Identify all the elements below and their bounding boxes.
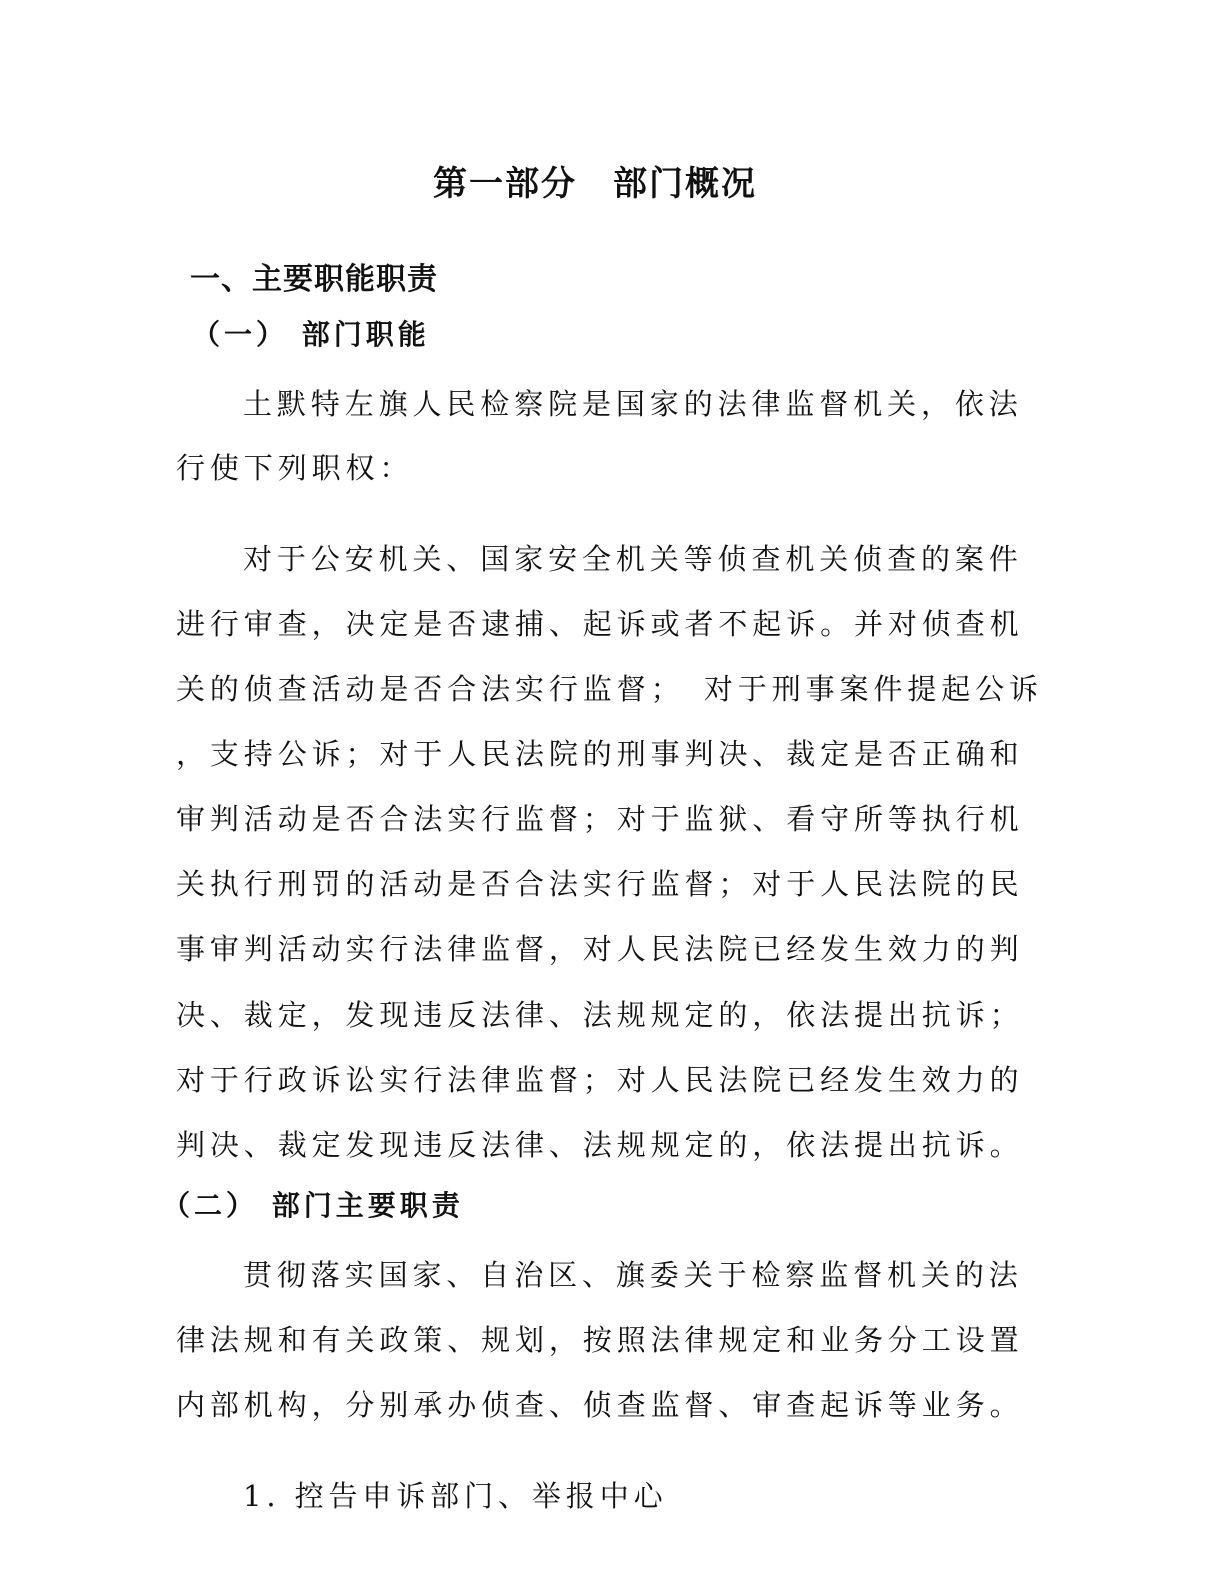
paragraph-line: 事审判活动实行法律监督，对人民法院已经发生效力的判 (176, 932, 1024, 966)
paragraph-line: 内部机构，分别承办侦查、侦查监督、审查起诉等业务。 (176, 1388, 1024, 1422)
page-title: 第一部分 部门概况 (433, 164, 757, 204)
paragraph-line: 贯彻落实国家、自治区、旗委关于检察监督机关的法 (243, 1258, 1023, 1292)
list-item: 1. 控告申诉部门、举报中心 (243, 1479, 668, 1513)
paragraph-line: 决、裁定，发现违反法律、法规规定的，依法提出抗诉； (176, 998, 1024, 1032)
subsection-heading-department-functions: （一） 部门职能 (192, 318, 430, 351)
paragraph-line: 行使下列职权： (176, 451, 414, 485)
paragraph-line: 关执行刑罚的活动是否合法实行监督；对于人民法院的民 (176, 867, 1024, 901)
paragraph-line: 土默特左旗人民检察院是国家的法律监督机关，依法 (243, 387, 1023, 421)
paragraph-line: 对于公安机关、国家安全机关等侦查机关侦查的案件 (243, 542, 1023, 576)
paragraph-line: 进行审查，决定是否逮捕、起诉或者不起诉。并对侦查机 (176, 607, 1024, 641)
paragraph-line: 判决、裁定发现违反法律、法规规定的，依法提出抗诉。 (176, 1128, 1024, 1162)
paragraph-line: 审判活动是否合法实行监督；对于监狱、看守所等执行机 (176, 802, 1024, 836)
paragraph-line: 对于行政诉讼实行法律监督；对人民法院已经发生效力的 (176, 1063, 1024, 1097)
paragraph-line: 关的侦查活动是否合法实行监督； 对于刑事案件提起公诉 (176, 672, 1043, 706)
paragraph-line: ，支持公诉；对于人民法院的刑事判决、裁定是否正确和 (176, 737, 1024, 771)
paragraph-line: 律法规和有关政策、规划，按照法律规定和业务分工设置 (176, 1323, 1024, 1357)
subsection-heading-main-duties: （二） 部门主要职责 (162, 1189, 464, 1222)
section-heading-main-functions: 一、主要职能职责 (190, 262, 438, 297)
